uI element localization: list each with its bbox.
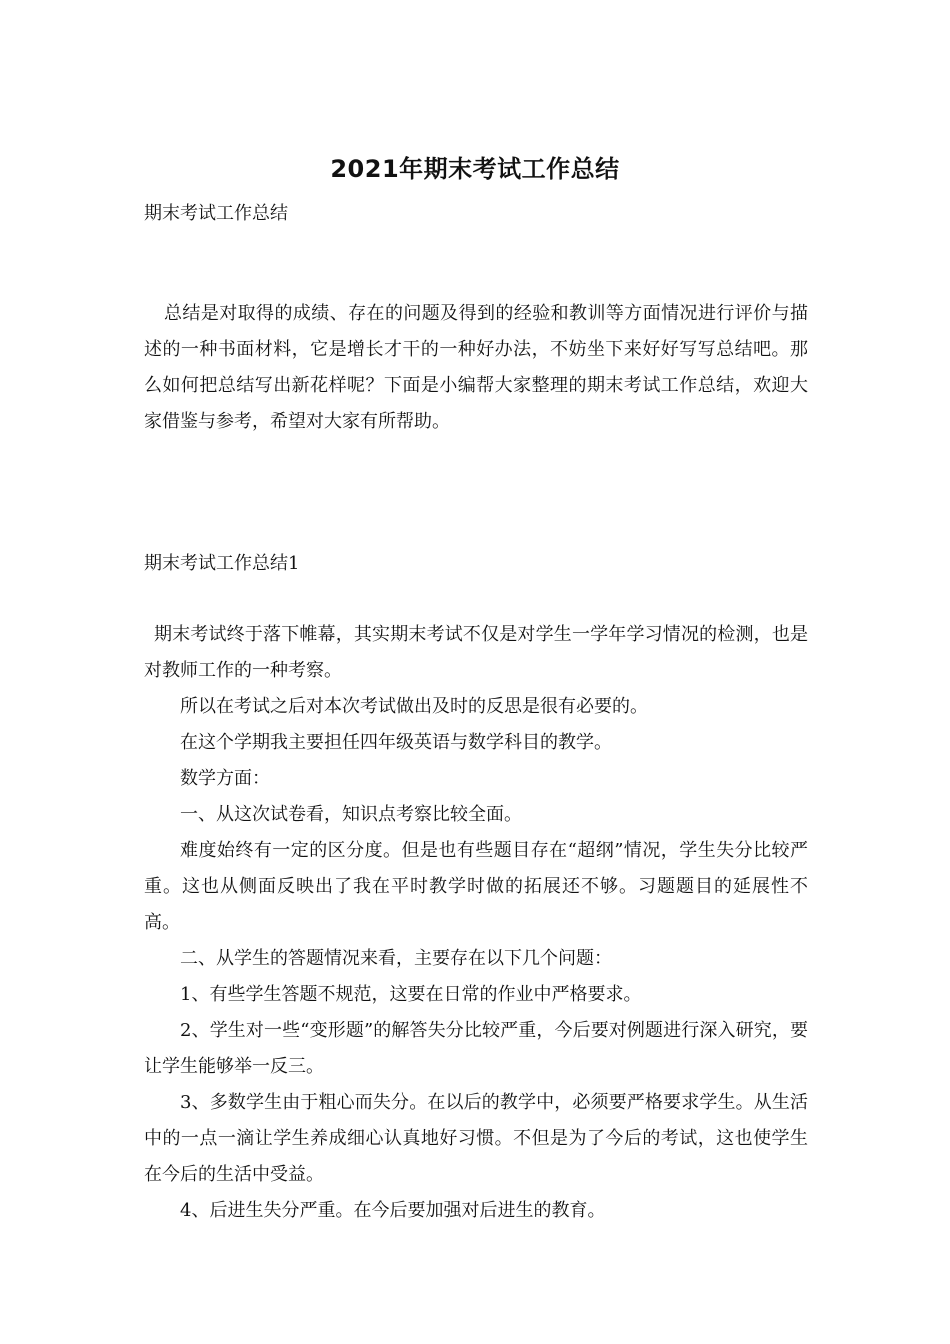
body-paragraph: 二、从学生的答题情况来看，主要存在以下几个问题： [180,948,612,969]
body-paragraph: 数学方面： [180,768,270,789]
intro-paragraph: 总结是对取得的成绩、存在的问题及得到的经验和教训等方面情况进行评价与描述的一种书面材料，它是增长才干的一种好办法，不妨坐下来好好写写总结吧。那么如何把总结写出新花样呢？下面是小编帮大家整理的期末考试工作总结，欢迎大家借鉴与参考，希望对大家有所帮助。 [144,303,808,432]
body-paragraph: 1、有些学生答题不规范，这要在日常的作业中严格要求。 [180,984,642,1005]
body-paragraph: 一、从这次试卷看，知识点考察比较全面。 [180,804,522,825]
body-paragraph: 难度始终有一定的区分度。但是也有些题目存在“超纲”情况，学生失分比较严重。这也从侧面反映出了我在平时教学时做的拓展还不够。习题题目的延展性不高。 [144,840,808,933]
document-title: 2021年期末考试工作总结 [330,155,620,183]
body-paragraph: 所以在考试之后对本次考试做出及时的反思是很有必要的。 [180,696,648,717]
body-paragraph: 4、后进生失分严重。在今后要加强对后进生的教育。 [180,1200,606,1221]
body-paragraph: 2、学生对一些“变形题”的解答失分比较严重，今后要对例题进行深入研究，要让学生能够举一反三。 [144,1020,808,1077]
section-heading: 期末考试工作总结1 [144,553,300,574]
section-body [144,617,808,1229]
body-paragraph: 3、多数学生由于粗心而失分。在以后的教学中，必须要严格要求学生。从生活中的一点一滴让学生养成细心认真地好习惯。不但是为了今后的考试，这也使学生在今后的生活中受益。 [144,1092,808,1185]
document-subtitle: 期末考试工作总结 [144,203,288,224]
body-paragraph: 期末考试终于落下帷幕，其实期末考试不仅是对学生一学年学习情况的检测，也是对教师工作的一种考察。 [144,624,808,681]
body-paragraph: 在这个学期我主要担任四年级英语与数学科目的教学。 [180,732,612,753]
